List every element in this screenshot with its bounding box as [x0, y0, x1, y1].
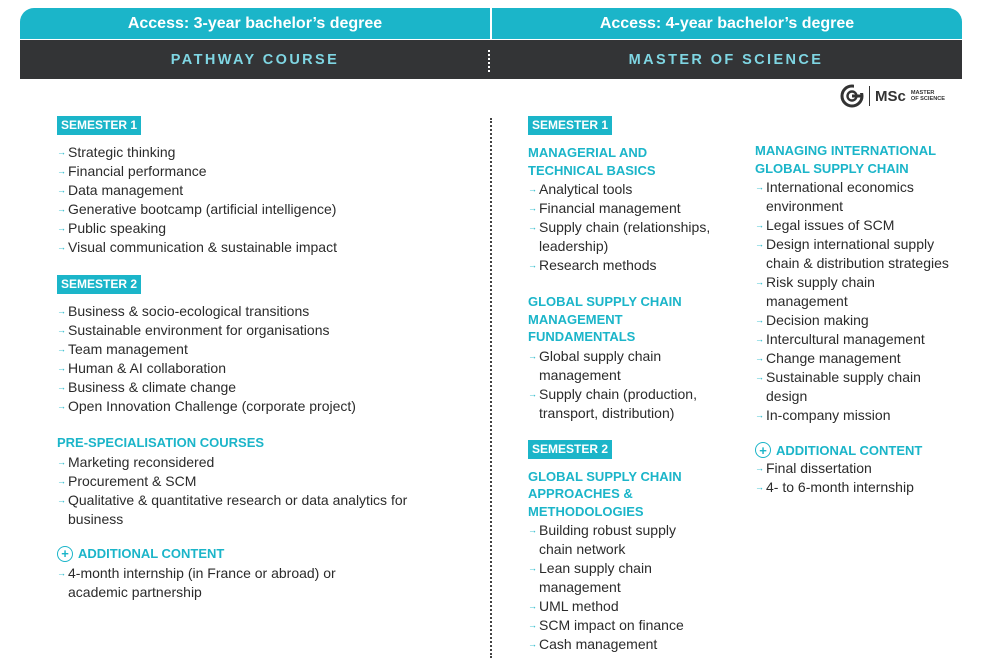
pathway-additional-list [57, 564, 477, 602]
logo-sub-line1: MASTER [910, 90, 935, 96]
msc-additional-list [755, 459, 970, 497]
ggs-logo-icon [840, 84, 864, 108]
fundamentals-list [528, 347, 743, 423]
approaches-title: GLOBAL SUPPLY CHAIN APPROACHES & METHODOLOGIES [528, 468, 682, 519]
access-bar [20, 8, 962, 39]
list-item: → Lean supply chain management [528, 559, 688, 597]
logo-mark: MSc [875, 87, 906, 105]
list-item: → Financial management [528, 199, 743, 218]
list-item: → Design international supply chain & distribution strategies [755, 235, 970, 273]
list-item: → Business & socio-ecological transitions [57, 302, 477, 321]
list-item: → Team management [57, 340, 477, 359]
fundamentals-title: GLOBAL SUPPLY CHAIN MANAGEMENT FUNDAMENTALS [528, 294, 682, 344]
managerial-title: MANAGERIAL AND TECHNICAL BASICS [528, 145, 656, 178]
list-item: → Visual communication & sustainable impact [57, 238, 477, 257]
approaches-list [528, 521, 743, 654]
list-item: → Data management [57, 181, 477, 200]
list-item: → Final dissertation [755, 459, 970, 478]
plus-circle-icon: + [57, 546, 73, 562]
access-right: Access: 4-year bachelor’s degree [599, 14, 855, 32]
header-pathway-label: PATHWAY COURSE [170, 51, 340, 68]
list-item: → Public speaking [57, 219, 477, 238]
list-item: → Risk supply chain management [755, 273, 905, 311]
pathway-column [57, 116, 477, 602]
msc-column-left [528, 116, 743, 654]
column-divider [490, 118, 492, 658]
list-item: → Generative bootcamp (artificial intelligence) [57, 200, 477, 219]
list-item: → Research methods [528, 256, 743, 275]
list-item: → Sustainable supply chain design [755, 368, 955, 406]
msc-semester2-badge: SEMESTER 2 [528, 440, 612, 459]
list-item: → UML method [528, 597, 743, 616]
logo-subtitle [911, 90, 945, 102]
list-item: → In-company mission [755, 406, 970, 425]
list-item: → Analytical tools [528, 180, 743, 199]
managerial-list [528, 180, 743, 275]
pathway-semester2-list [57, 302, 477, 416]
list-item: → SCM impact on finance [528, 616, 743, 635]
list-item: → Qualitative & quantitative research or data analytics for business [57, 491, 452, 529]
msc-additional-label: ADDITIONAL CONTENT [776, 442, 923, 458]
list-item: → Procurement & SCM [57, 472, 477, 491]
international-title: MANAGING INTERNATIONAL GLOBAL SUPPLY CHAIN [755, 143, 936, 176]
prespec-list [57, 453, 477, 529]
list-item: → Supply chain (relationships, leadership) [528, 218, 743, 256]
list-item: → Building robust supply chain network [528, 521, 708, 559]
list-item: → Marketing reconsidered [57, 453, 477, 472]
plus-circle-icon: + [755, 442, 771, 458]
list-item: → International economics environment [755, 178, 950, 216]
msc-column-right [755, 142, 970, 497]
msc-semester1-badge: SEMESTER 1 [528, 116, 612, 135]
msc-logo [840, 84, 945, 108]
list-item: → Legal issues of SCM [755, 216, 970, 235]
list-item: → Sustainable environment for organisations [57, 321, 477, 340]
msc-additional-title [755, 442, 970, 458]
pathway-additional-label: ADDITIONAL CONTENT [78, 546, 225, 561]
header-pathway [20, 40, 490, 79]
list-item: → Strategic thinking [57, 143, 477, 162]
logo-separator [869, 86, 870, 106]
list-item: → Business & climate change [57, 378, 477, 397]
pathway-additional-title [57, 546, 477, 562]
list-item: → Global supply chain management [528, 347, 698, 385]
list-item: → Cash management [528, 635, 743, 654]
list-item: → 4- to 6-month internship [755, 478, 970, 497]
header-bar [20, 40, 962, 79]
list-item: → Intercultural management [755, 330, 970, 349]
logo-sub-line2: OF SCIENCE [910, 96, 946, 102]
international-list [755, 178, 970, 425]
list-item: → Decision making [755, 311, 970, 330]
list-item: → Change management [755, 349, 970, 368]
pathway-semester1-badge: SEMESTER 1 [57, 116, 141, 135]
list-item: → Supply chain (production, transport, distribution) [528, 385, 743, 423]
pathway-semester1-list [57, 143, 477, 257]
list-item: → Human & AI collaboration [57, 359, 477, 378]
list-item: → Open Innovation Challenge (corporate project) [57, 397, 477, 416]
pathway-semester2-badge: SEMESTER 2 [57, 275, 141, 294]
prespec-title: PRE-SPECIALISATION COURSES [57, 435, 265, 450]
list-item: → 4-month internship (in France or abroad) or academic partnership [57, 564, 357, 602]
header-divider [488, 50, 490, 72]
list-item: → Financial performance [57, 162, 477, 181]
header-msc: MASTER OF SCIENCE [628, 51, 824, 68]
access-left: Access: 3-year bachelor’s degree [20, 8, 492, 39]
